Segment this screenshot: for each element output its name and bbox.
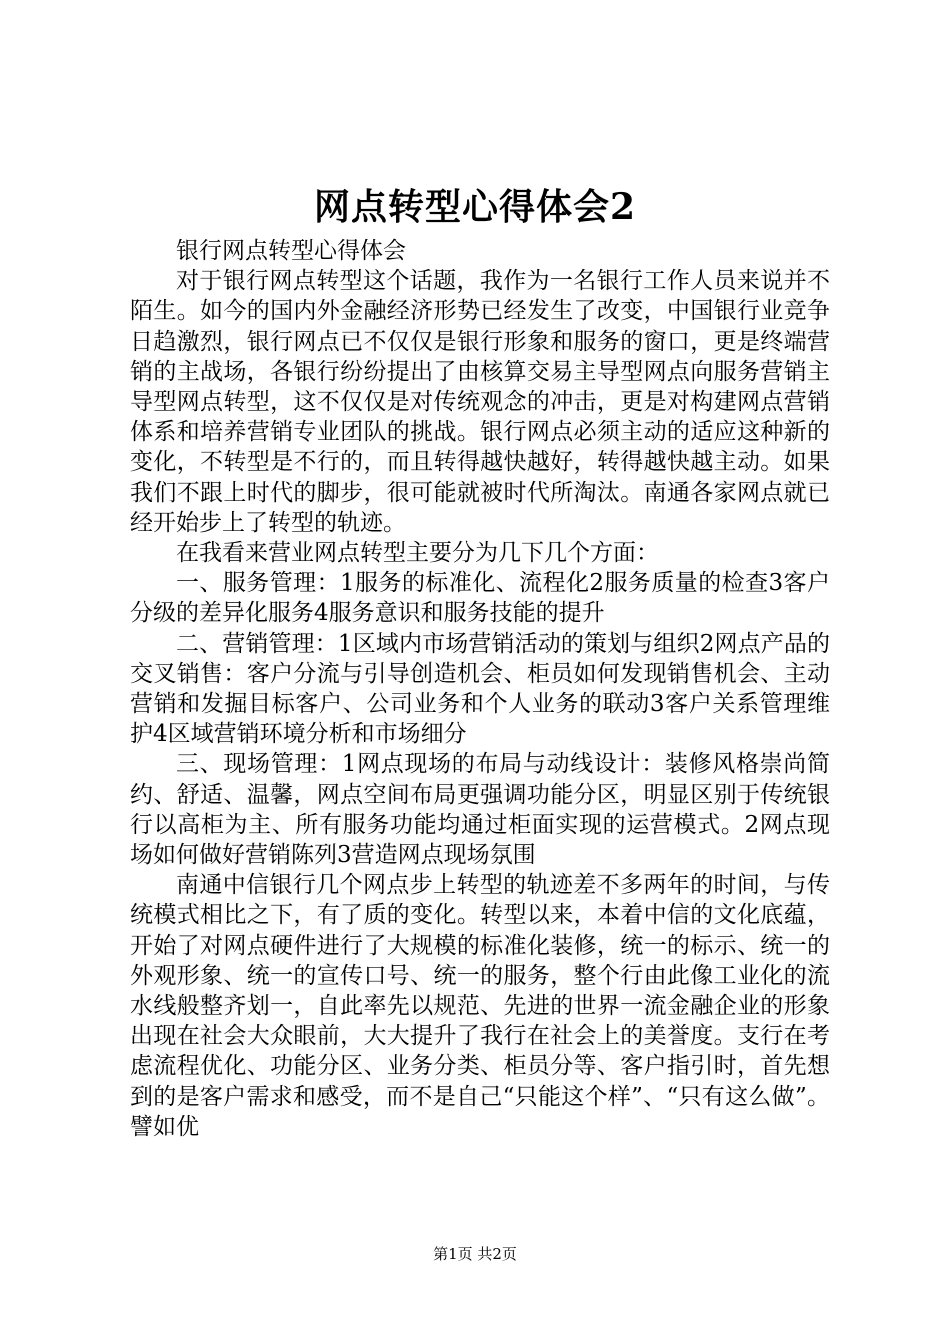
document-subtitle: 银行网点转型心得体会 xyxy=(176,238,406,264)
page-number-footer: 第1页 共2页 xyxy=(433,1245,517,1263)
paragraph-site-management: 三、现场管理：1网点现场的布局与动线设计：装修风格崇尚简约、舒适、温馨，网点空间布局更强调功能分区，明显区别于传统银行以高柜为主、所有服务功能均通过柜面实现的运营模式。2网点现场如何做好营销陈列3营造网点现场氛围 xyxy=(130,751,830,869)
paragraph-nantong-citic: 南通中信银行几个网点步上转型的轨迹差不多两年的时间，与传统模式相比之下，有了质的变化。转型以来，本着中信的文化底蕴，开始了对网点硬件进行了大规模的标准化装修，统一的标示、统一的外观形象、统一的宣传口号、统一的服务，整个行由此像工业化的流水线般整齐划一，自此率先以规范、先进的世界一流金融企业的形象出现在社会大众眼前，大大提升了我行在社会上的美誉度。支行在考虑流程优化、功能分区、业务分类、柜员分等、客户指引时，首先想到的是客户需求和感受，而不是自己“只能这个样”、“只有这么做”。譬如优 xyxy=(130,872,830,1140)
paragraph-aspects: 在我看来营业网点转型主要分为几下几个方面： xyxy=(176,540,659,567)
document-body xyxy=(130,236,830,1142)
paragraph-service-management: 一、服务管理：1服务的标准化、流程化2服务质量的检查3客户分级的差异化服务4服务意识和服务技能的提升 xyxy=(130,570,830,627)
paragraph-marketing-management: 二、营销管理：1区域内市场营销活动的策划与组织2网点产品的交叉销售：客户分流与引导创造机会、柜员如何发现销售机会、主动营销和发掘目标客户、公司业务和个人业务的联动3客户关系管理维护4区域营销环境分析和市场细分 xyxy=(130,630,830,748)
document-title: 网点转型心得体会2 xyxy=(313,186,637,228)
paragraph-intro: 对于银行网点转型这个话题，我作为一名银行工作人员来说并不陌生。如今的国内外金融经济形势已经发生了改变，中国银行业竞争日趋激烈，银行网点已不仅仅是银行形象和服务的窗口，更是终端营销的主战场，各银行纷纷提出了由核算交易主导型网点向服务营销主导型网点转型，这不仅仅是对传统观念的冲击，更是对构建网点营销体系和培养营销专业团队的挑战。银行网点必须主动的适应这种新的变化，不转型是不行的，而且转得越快越好，转得越快越主动。如果我们不跟上时代的脚步，很可能就被时代所淘汰。南通各家网点就已经开始步上了转型的轨迹。 xyxy=(130,268,830,536)
